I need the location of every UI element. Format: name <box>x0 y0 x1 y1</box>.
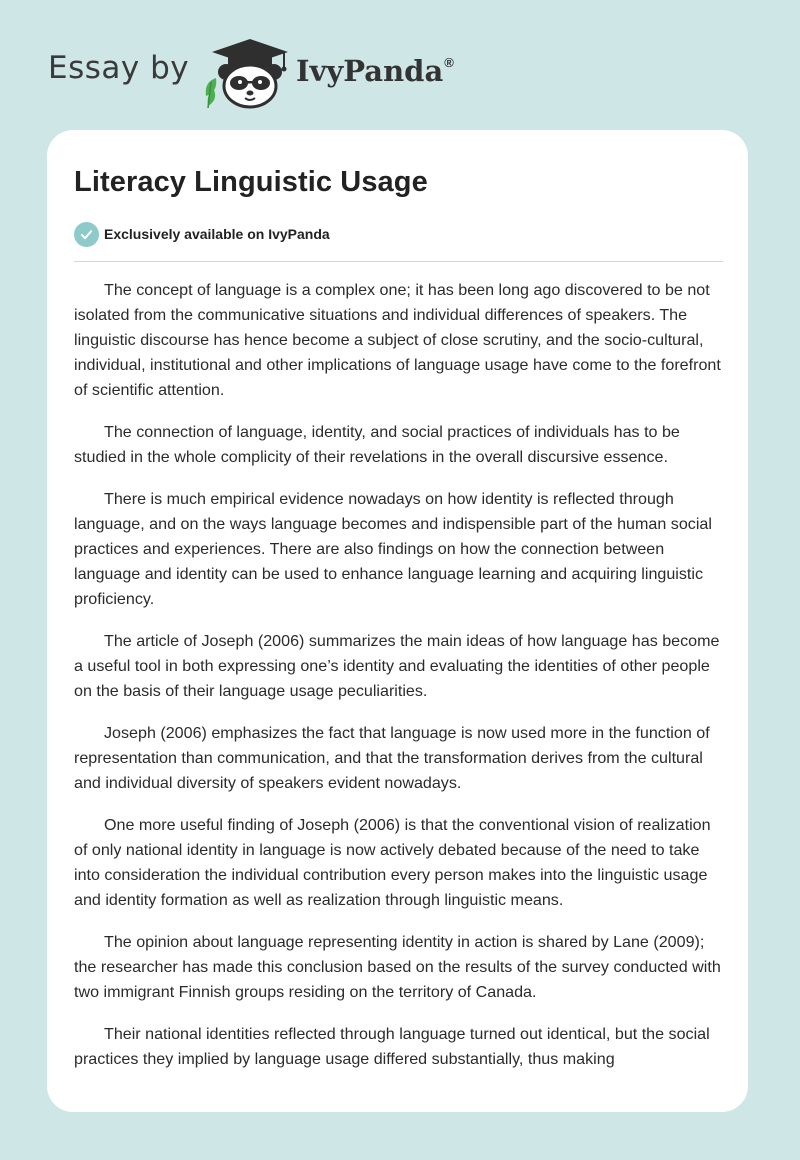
brand-name[interactable]: IvyPanda® <box>296 54 454 88</box>
exclusive-badge <box>74 221 330 247</box>
paragraph: Joseph (2006) emphasizes the fact that language is now used more in the function of representation than communication, and that the transformation derives from the cultural and individual diversity of speakers evident nowadays. <box>74 724 710 792</box>
site-header <box>0 0 800 120</box>
paragraph: The concept of language is a complex one; it has been long ago discovered to be not isolated from the communicative situations and individual differences of speakers. The linguistic discourse has hence become a subject of close scrutiny, and the socio-cultural, individual, institutional and other implications of language usage have come to the forefront of scientific attention. <box>74 281 721 399</box>
paragraph: The opinion about language representing identity in action is shared by Lane (2009); the researcher has made this conclusion based on the results of the survey conducted with two immigrant Finnish groups residing on the territory of Canada. <box>74 933 721 1001</box>
essay-body <box>74 278 724 1089</box>
paragraph: The connection of language, identity, and social practices of individuals has to be studied in the whole complicity of their revelations in the overall discursive essence. <box>74 423 680 466</box>
panda-graduate-icon[interactable] <box>202 36 292 110</box>
badge-label: Exclusively available on IvyPanda <box>104 226 330 242</box>
essay-by-label: Essay by <box>48 50 190 86</box>
check-icon <box>74 222 99 247</box>
page-title: Literacy Linguistic Usage <box>74 166 428 198</box>
divider <box>74 261 723 262</box>
paragraph: One more useful finding of Joseph (2006) is that the conventional vision of realization of only national identity in language is now actively debated because of the need to take into consideration the individual contribution every person makes into the linguistic usage and identity formation as well as realization through linguistic means. <box>74 816 711 909</box>
paragraph: There is much empirical evidence nowadays on how identity is reflected through language, and on the ways language becomes and indispensible part of the human social practices and experiences. There are also findings on how the connection between language and identity can be used to enhance language learning and acquiring linguistic proficiency. <box>74 490 712 608</box>
paragraph: The article of Joseph (2006) summarizes the main ideas of how language has become a useful tool in both expressing one’s identity and evaluating the identities of other people on the basis of their language usage peculiarities. <box>74 632 720 700</box>
essay-card <box>47 130 748 1112</box>
paragraph: Their national identities reflected through language turned out identical, but the social practices they implied by language usage differed substantially, thus making <box>74 1025 710 1068</box>
